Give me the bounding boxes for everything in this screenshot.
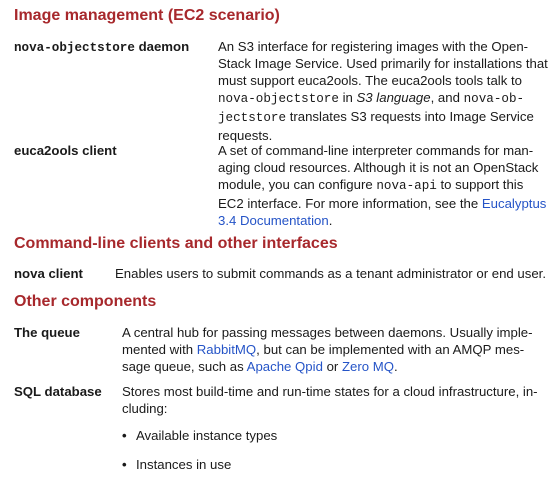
- section-heading-other-components: Other components: [14, 293, 157, 310]
- definition-line: cluding:: [122, 401, 168, 416]
- list-item: [122, 427, 277, 444]
- term-the-queue: The queue: [14, 325, 80, 340]
- text-run: or: [322, 359, 342, 374]
- term-sql-database: SQL database: [14, 384, 102, 399]
- definition-line: A central hub for passing messages between daemons. Usually imple-: [122, 325, 533, 340]
- section-heading-image-management: Image management (EC2 scenario): [14, 7, 280, 24]
- text-run: to support this: [436, 177, 524, 192]
- link-rabbitmq[interactable]: RabbitMQ: [196, 342, 257, 357]
- list-item-text: Instances in use: [136, 457, 232, 472]
- emphasis: S3 language: [356, 90, 431, 105]
- text-run: .: [328, 213, 333, 228]
- term-code: nova-objectstore: [14, 41, 135, 55]
- inline-code: nova-ob-: [463, 92, 525, 106]
- inline-code: nova-api: [376, 179, 437, 193]
- text-run: module, you can configure: [218, 177, 377, 192]
- term-nova-client: nova client: [14, 266, 83, 281]
- definition-line: requests.: [218, 128, 273, 143]
- link-eucalyptus-docs-cont[interactable]: 3.4 Documentation: [218, 213, 329, 228]
- bullet-icon: •: [122, 457, 127, 472]
- text-run: EC2 interface. For more information, see the: [218, 196, 482, 211]
- text-run: sage queue, such as: [122, 359, 247, 374]
- section-heading-command-line-clients: Command-line clients and other interfaces: [14, 235, 338, 252]
- term-suffix: daemon: [134, 39, 190, 54]
- definition-line: must support euca2ools. The euca2ools tools talk to: [218, 73, 522, 88]
- link-apache-qpid[interactable]: Apache Qpid: [246, 359, 323, 374]
- definition-line: aging cloud resources. Although it is not an OpenStack: [218, 160, 539, 175]
- definition-nova-client: Enables users to submit commands as a tenant administrator or end user.: [115, 266, 547, 281]
- definition-line: A set of command-line interpreter commands for man-: [218, 143, 534, 158]
- link-eucalyptus-docs[interactable]: Eucalyptus: [481, 196, 547, 211]
- inline-code: nova-objectstore: [218, 92, 339, 106]
- text-run: .: [394, 359, 398, 374]
- definition-line: Stores most build-time and run-time states for a cloud infrastructure, in-: [122, 384, 538, 399]
- text-run: translates S3 requests into Image Service: [286, 109, 534, 124]
- bullet-list: [122, 0, 542, 487]
- term-euca2ools-client: euca2ools client: [14, 143, 117, 158]
- inline-code: jectstore: [218, 111, 287, 125]
- text-run: mented with: [122, 342, 197, 357]
- text-run: , and: [430, 90, 464, 105]
- text-run: , but can be implemented with an AMQP mes-: [256, 342, 525, 357]
- bullet-icon: •: [122, 428, 127, 443]
- definition-line: Stack Image Service. Used primarily for installations that: [218, 56, 548, 71]
- list-item: [122, 456, 231, 473]
- list-item-text: Available instance types: [136, 428, 278, 443]
- definition-line: An S3 interface for registering images with the Open-: [218, 39, 529, 54]
- text-run: in: [338, 90, 357, 105]
- link-zero-mq[interactable]: Zero MQ: [341, 359, 394, 374]
